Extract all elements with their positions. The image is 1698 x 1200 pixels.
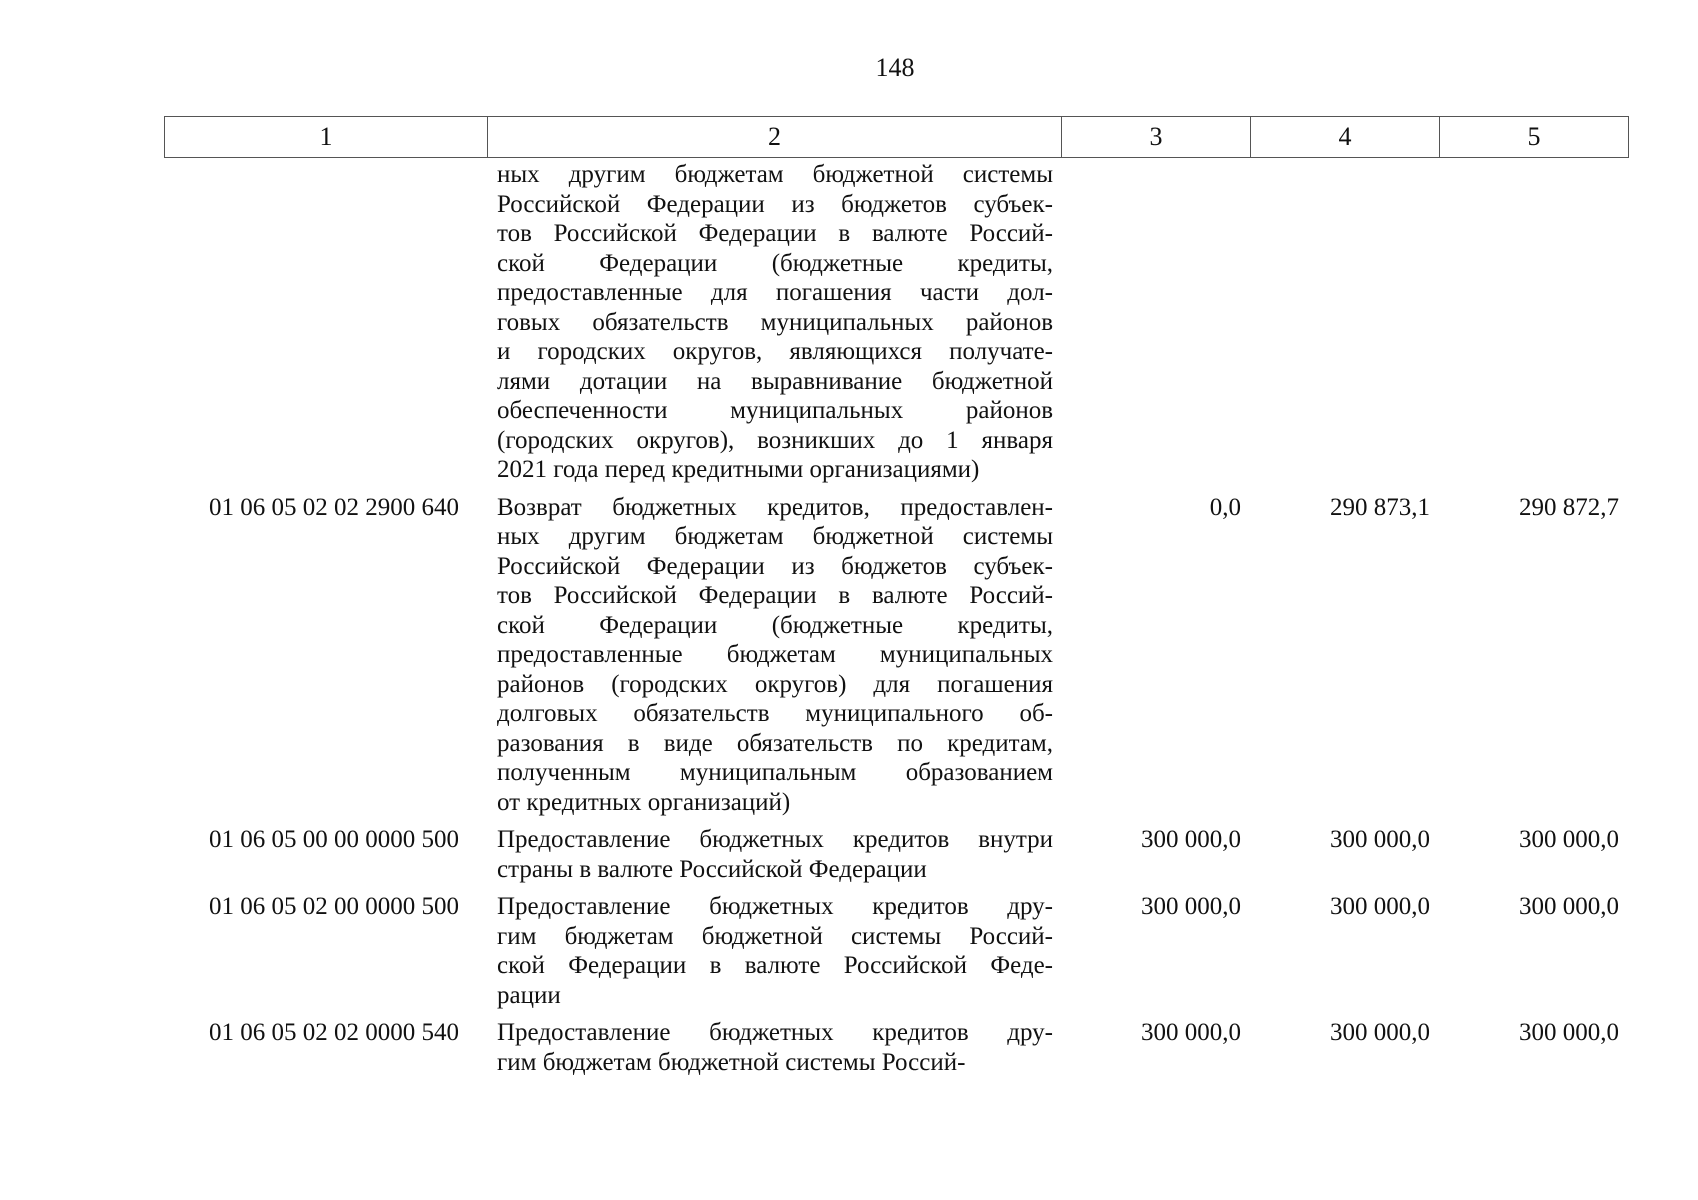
row-value-col-5: 300 000,0 xyxy=(1519,1019,1619,1046)
row-description xyxy=(487,160,1061,485)
description-line: Российской Федерации из бюджетов субъек- xyxy=(497,190,1053,218)
description-line: гим бюджетам бюджетной системы Россий- xyxy=(497,922,1053,950)
description-line: 2021 года перед кредитными организациями) xyxy=(497,456,980,483)
table-row xyxy=(164,493,1628,818)
row-code: 01 06 05 02 02 0000 540 xyxy=(209,1019,459,1046)
row-code: 01 06 05 02 00 0000 500 xyxy=(209,893,459,920)
description-line: рации xyxy=(497,981,561,1009)
description-line: тов Российской Федерации в валюте Россий- xyxy=(497,582,1053,609)
table-row xyxy=(164,160,1628,485)
header-col-3: 3 xyxy=(1062,117,1251,158)
description-line: Предоставление бюджетных кредитов дру- xyxy=(497,893,1053,920)
row-value-col-4: 290 873,1 xyxy=(1330,493,1430,521)
row-value-col-3 xyxy=(1061,160,1250,485)
description-line: ской Федерации (бюджетные кредиты, xyxy=(497,611,1053,639)
row-value-col-4: 300 000,0 xyxy=(1330,826,1430,853)
header-col-5: 5 xyxy=(1440,117,1629,158)
table-row xyxy=(164,825,1628,884)
row-value-col-5 xyxy=(1439,160,1628,485)
description-line: предоставленные для погашения части дол- xyxy=(497,279,1053,306)
description-line: долговых обязательств муниципального об- xyxy=(497,700,1053,727)
table-row xyxy=(164,1018,1628,1077)
row-code: 01 06 05 02 02 2900 640 xyxy=(209,493,459,521)
description-line: разования в виде обязательств по кредитам, xyxy=(497,729,1053,757)
description-line: ской Федерации (бюджетные кредиты, xyxy=(497,249,1053,277)
row-value-col-3: 300 000,0 xyxy=(1141,893,1241,920)
description-line: гим бюджетам бюджетной системы Россий- xyxy=(497,1048,966,1076)
header-col-4: 4 xyxy=(1251,117,1440,158)
row-value-col-5: 300 000,0 xyxy=(1519,893,1619,920)
row-value-col-4 xyxy=(1250,160,1439,485)
description-line: и городских округов, являющихся получате- xyxy=(497,338,1053,365)
row-description xyxy=(487,892,1061,1010)
description-line: говых обязательств муниципальных районов xyxy=(497,308,1053,336)
description-line: Российской Федерации из бюджетов субъек- xyxy=(497,552,1053,580)
description-line: полученным муниципальным образованием xyxy=(497,759,1053,786)
row-value-col-5: 300 000,0 xyxy=(1519,826,1619,853)
description-line: от кредитных организаций) xyxy=(497,788,791,816)
header-col-2: 2 xyxy=(488,117,1062,158)
description-line: страны в валюте Российской Федерации xyxy=(497,855,927,883)
header-col-1: 1 xyxy=(165,117,488,158)
row-code: 01 06 05 00 00 0000 500 xyxy=(209,826,459,853)
description-line: лями дотации на выравнивание бюджетной xyxy=(497,367,1053,395)
description-line: (городских округов), возникших до 1 января xyxy=(497,426,1053,454)
description-line: Предоставление бюджетных кредитов внутри xyxy=(497,826,1053,853)
description-line: районов (городских округов) для погашения xyxy=(497,670,1053,698)
row-value-col-3: 300 000,0 xyxy=(1141,1019,1241,1046)
description-line: ных другим бюджетам бюджетной системы xyxy=(497,161,1053,188)
description-line: ской Федерации в валюте Российской Феде- xyxy=(497,952,1053,979)
row-description xyxy=(487,1018,1061,1077)
row-value-col-3: 300 000,0 xyxy=(1141,826,1241,853)
row-code xyxy=(164,160,487,485)
description-line: Предоставление бюджетных кредитов дру- xyxy=(497,1019,1053,1046)
description-line: Возврат бюджетных кредитов, предоставлен- xyxy=(497,493,1053,521)
row-value-col-4: 300 000,0 xyxy=(1330,893,1430,920)
description-line: предоставленные бюджетам муниципальных xyxy=(497,641,1053,668)
table-row xyxy=(164,892,1628,1010)
row-value-col-4: 300 000,0 xyxy=(1330,1019,1430,1046)
description-line: ных другим бюджетам бюджетной системы xyxy=(497,523,1053,550)
row-value-col-5: 290 872,7 xyxy=(1519,493,1619,521)
page-number: 148 xyxy=(875,53,915,82)
description-line: обеспеченности муниципальных районов xyxy=(497,397,1053,424)
row-description xyxy=(487,493,1061,818)
row-description xyxy=(487,825,1061,884)
table-header xyxy=(164,116,1629,158)
description-line: тов Российской Федерации в валюте Россий- xyxy=(497,220,1053,247)
row-value-col-3: 0,0 xyxy=(1209,493,1241,521)
table-body xyxy=(164,160,1628,1085)
